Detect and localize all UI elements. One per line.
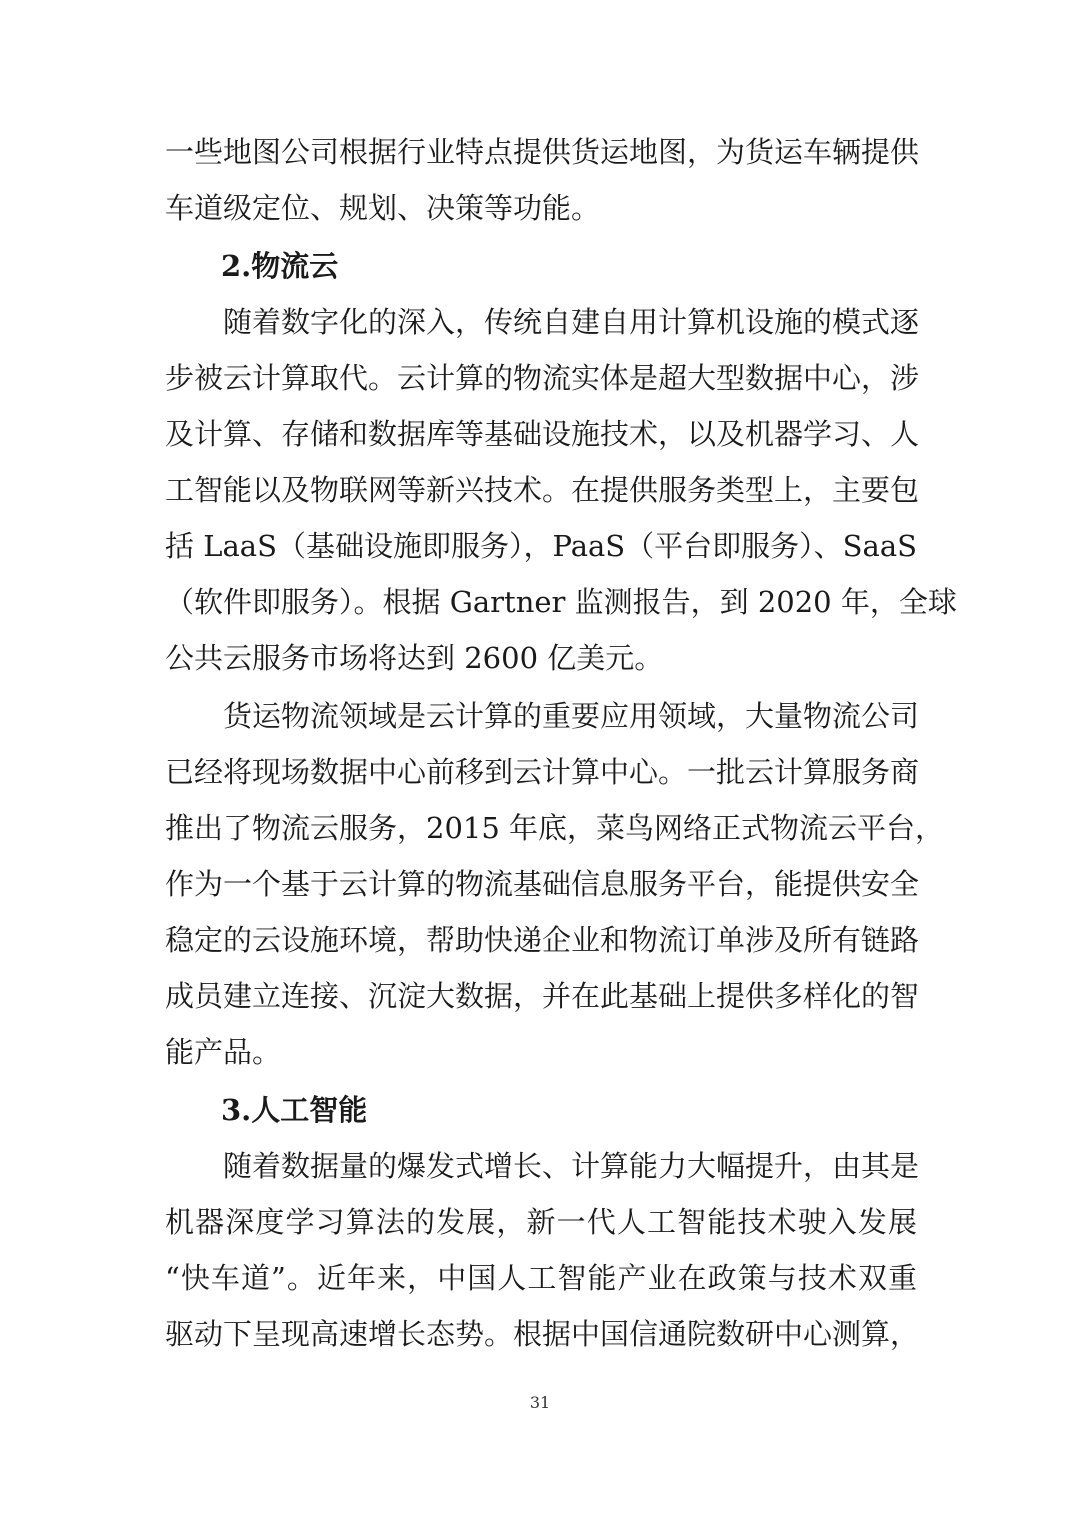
text-line: 车道级定位、规划、决策等功能。 [165, 191, 601, 225]
text-line: 能产品。 [165, 1035, 282, 1069]
text-line: 驱动下呈现高速增长态势。根据中国信通院数研中心测算， [165, 1317, 920, 1351]
text-line: 推出了物流云服务，2015 年底，菜鸟网络正式物流云平台， [165, 811, 945, 845]
text-line: 随着数字化的深入，传统自建自用计算机设施的模式逐 [223, 305, 920, 339]
page-number: 31 [529, 1393, 551, 1412]
text-line: 步被云计算取代。云计算的物流实体是超大型数据中心，涉 [165, 361, 920, 395]
text-line: 随着数据量的爆发式增长、计算能力大幅提升，由其是 [223, 1149, 920, 1183]
text-line: “快车道”。近年来，中国人工智能产业在政策与技术双重 [165, 1261, 917, 1295]
section-heading-artificial-intelligence: 3.人工智能 [221, 1093, 368, 1127]
text-line: 机器深度学习算法的发展，新一代人工智能技术驶入发展 [165, 1205, 917, 1239]
text-line: 一些地图公司根据行业特点提供货运地图，为货运车辆提供 [165, 135, 920, 169]
text-line: 作为一个基于云计算的物流基础信息服务平台，能提供安全 [165, 867, 920, 901]
section-heading-logistics-cloud: 2.物流云 [221, 249, 339, 283]
text-line: 已经将现场数据中心前移到云计算中心。一批云计算服务商 [165, 755, 920, 789]
text-line: 稳定的云设施环境，帮助快递企业和物流订单涉及所有链路 [165, 923, 920, 957]
text-line: 成员建立连接、沉淀大数据，并在此基础上提供多样化的智 [165, 979, 920, 1013]
text-line: （软件即服务）。根据 Gartner 监测报告，到 2020 年，全球 [165, 585, 957, 619]
text-line: 公共云服务市场将达到 2600 亿美元。 [165, 641, 664, 675]
text-line: 括 LaaS（基础设施即服务），PaaS（平台即服务）、SaaS [165, 529, 917, 563]
text-line: 及计算、存储和数据库等基础设施技术，以及机器学习、人 [165, 417, 920, 451]
text-line: 工智能以及物联网等新兴技术。在提供服务类型上，主要包 [165, 473, 920, 507]
text-line: 货运物流领域是云计算的重要应用领域，大量物流公司 [223, 699, 920, 733]
